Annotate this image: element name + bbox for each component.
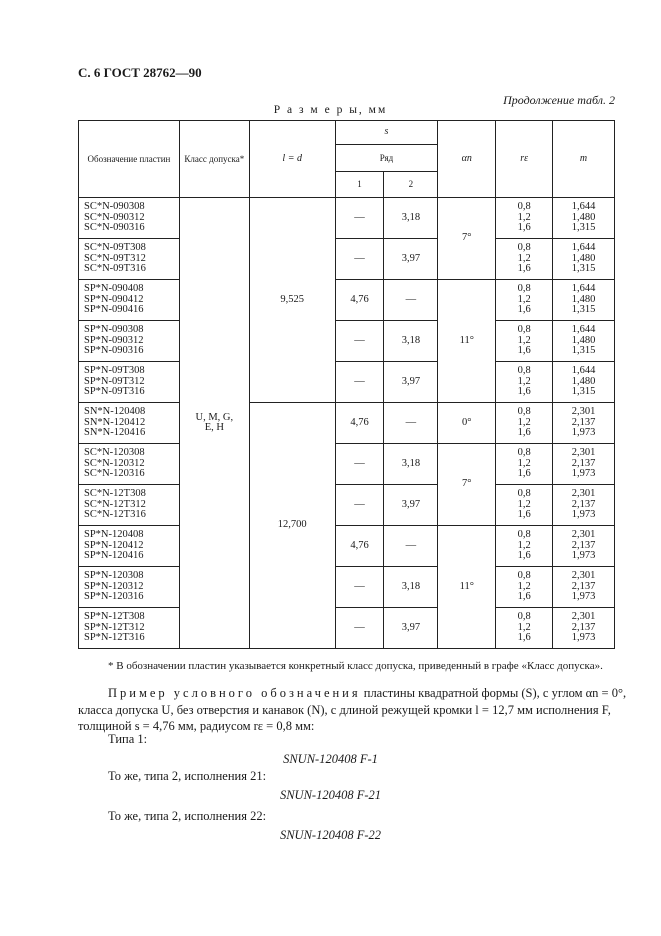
header-l: l = d xyxy=(249,121,335,198)
designation-cell xyxy=(79,567,180,608)
r-value: 1,6 xyxy=(517,591,531,603)
m-value: 1,644 xyxy=(571,324,596,336)
r-value: 1,2 xyxy=(517,334,531,346)
s-row2-cell: 3,97 xyxy=(384,608,438,649)
r-value: 0,8 xyxy=(517,201,531,213)
example-line-3: толщиной s = 4,76 мм, радиусом rε = 0,8 мм: xyxy=(78,719,315,733)
code-type1: SNUN-120408 F-1 xyxy=(283,752,378,766)
m-cell xyxy=(553,362,615,403)
m-value: 1,480 xyxy=(571,211,596,223)
m-value: 2,301 xyxy=(571,447,596,459)
designation-cell xyxy=(79,239,180,280)
s-row1-cell: — xyxy=(335,198,384,239)
table-row xyxy=(79,526,615,567)
m-cell xyxy=(553,608,615,649)
r-value: 1,6 xyxy=(517,222,531,234)
l-cell: 12,700 xyxy=(249,403,335,649)
designation: SC*N-09T312 xyxy=(84,252,146,264)
page-title: С. 6 ГОСТ 28762—90 xyxy=(78,65,202,80)
m-value: 1,973 xyxy=(571,591,596,603)
r-value: 0,8 xyxy=(517,324,531,336)
designation-cell xyxy=(79,280,180,321)
m-value: 1,315 xyxy=(571,386,596,398)
s-row2-cell: 3,97 xyxy=(384,485,438,526)
table-continuation-label: Продолжение табл. 2 xyxy=(503,93,615,107)
designation: SC*N-12T312 xyxy=(84,498,146,510)
table-row xyxy=(79,444,615,485)
r-cell xyxy=(496,280,553,321)
r-cell xyxy=(496,198,553,239)
s-row1-cell: — xyxy=(335,239,384,280)
designation-cell xyxy=(79,485,180,526)
s-row1-cell: — xyxy=(335,321,384,362)
designation: SP*N-090408 xyxy=(84,283,144,295)
m-value: 1,480 xyxy=(571,293,596,305)
type2-label: То же, типа 2, исполнения 21: xyxy=(108,769,267,783)
designation: SN*N-120408 xyxy=(84,406,146,418)
r-value: 0,8 xyxy=(517,488,531,500)
r-value: 0,8 xyxy=(517,570,531,582)
r-value: 1,6 xyxy=(517,632,531,644)
s-row1-cell: 4,76 xyxy=(335,280,384,321)
header-r: rε xyxy=(496,121,553,198)
designation: SC*N-090312 xyxy=(84,211,145,223)
header-row: Ряд xyxy=(335,145,438,172)
designation: SC*N-120312 xyxy=(84,457,145,469)
designation: SP*N-090308 xyxy=(84,324,144,336)
designation: SP*N-120308 xyxy=(84,570,144,582)
s-row2-cell: 3,18 xyxy=(384,321,438,362)
m-value: 2,301 xyxy=(571,488,596,500)
header-s: s xyxy=(335,121,438,145)
designation: SC*N-09T308 xyxy=(84,242,146,254)
s-row2-cell: — xyxy=(384,526,438,567)
m-value: 1,480 xyxy=(571,334,596,346)
m-value: 1,315 xyxy=(571,345,596,357)
header-alpha: αn xyxy=(438,121,496,198)
table-row xyxy=(79,198,615,239)
header-class: Класс допуска* xyxy=(179,121,249,198)
designation: SC*N-090308 xyxy=(84,201,145,213)
designation-cell xyxy=(79,362,180,403)
r-value: 1,2 xyxy=(517,211,531,223)
s-row1-cell: — xyxy=(335,608,384,649)
m-value: 1,973 xyxy=(571,509,596,521)
designation: SP*N-090312 xyxy=(84,334,144,346)
designation: SP*N-090416 xyxy=(84,304,144,316)
m-cell xyxy=(553,526,615,567)
r-cell xyxy=(496,608,553,649)
type3-label: То же, типа 2, исполнения 22: xyxy=(108,809,267,823)
r-value: 1,6 xyxy=(517,345,531,357)
code-type2: SNUN-120408 F-21 xyxy=(279,788,382,802)
designation: SP*N-09T316 xyxy=(84,386,145,398)
r-value: 1,2 xyxy=(517,252,531,264)
s-row1-cell: — xyxy=(335,485,384,526)
example-line-1 xyxy=(108,686,626,701)
m-cell xyxy=(553,567,615,608)
m-cell xyxy=(553,485,615,526)
m-value: 2,137 xyxy=(571,621,596,633)
table-row xyxy=(79,485,615,526)
s-row2-cell: 3,18 xyxy=(384,198,438,239)
designation-cell xyxy=(79,321,180,362)
footnote: * В обозначении пластин указывается конкретный класс допуска, приведенный в графе «Класс допуска». xyxy=(108,660,603,672)
m-value: 1,644 xyxy=(571,365,596,377)
designation: SC*N-120316 xyxy=(84,468,145,480)
r-value: 0,8 xyxy=(517,529,531,541)
designation: SP*N-090412 xyxy=(84,293,144,305)
m-value: 1,315 xyxy=(571,263,596,275)
designation-cell xyxy=(79,403,180,444)
designation: SP*N-12T312 xyxy=(84,621,145,633)
designation: SP*N-120412 xyxy=(84,539,144,551)
m-cell xyxy=(553,239,615,280)
m-value: 1,973 xyxy=(571,550,596,562)
m-value: 2,137 xyxy=(571,539,596,551)
designation: SC*N-12T316 xyxy=(84,509,146,521)
alpha-cell: 11° xyxy=(438,526,496,649)
class-value: U, M, G, E, H xyxy=(195,411,234,433)
r-cell xyxy=(496,403,553,444)
example-line-2: класса допуска U, без отверстия и канавок (N), с длиной режущей кромки l = 12,7 мм исполнения F, xyxy=(78,703,611,717)
designation: SP*N-120316 xyxy=(84,591,144,603)
l-cell: 9,525 xyxy=(249,198,335,403)
m-cell xyxy=(553,321,615,362)
s-row2-cell: 3,97 xyxy=(384,362,438,403)
m-value: 1,973 xyxy=(571,632,596,644)
designation: SP*N-12T316 xyxy=(84,632,145,644)
code-type3: SNUN-120408 F-22 xyxy=(279,828,382,842)
alpha-cell: 11° xyxy=(438,280,496,403)
s-row2-cell: 3,18 xyxy=(384,444,438,485)
header-row-1: 1 xyxy=(335,172,384,198)
m-cell xyxy=(553,403,615,444)
r-value: 1,6 xyxy=(517,550,531,562)
table-row xyxy=(79,239,615,280)
designation-cell xyxy=(79,526,180,567)
designation: SP*N-09T312 xyxy=(84,375,145,387)
alpha-cell: 7° xyxy=(438,444,496,526)
r-value: 1,2 xyxy=(517,539,531,551)
m-value: 1,480 xyxy=(571,375,596,387)
designation-cell xyxy=(79,198,180,239)
alpha-cell: 0° xyxy=(438,403,496,444)
r-value: 1,2 xyxy=(517,457,531,469)
s-row2-cell: — xyxy=(384,403,438,444)
m-value: 2,301 xyxy=(571,611,596,623)
m-value: 1,644 xyxy=(571,201,596,213)
type1-label: Типа 1: xyxy=(108,732,148,746)
m-value: 1,644 xyxy=(571,283,596,295)
m-value: 2,137 xyxy=(571,580,596,592)
s-row1-cell: — xyxy=(335,567,384,608)
r-value: 1,2 xyxy=(517,416,531,428)
r-value: 1,6 xyxy=(517,304,531,316)
r-value: 0,8 xyxy=(517,406,531,418)
m-value: 1,315 xyxy=(571,222,596,234)
s-row2-cell: 3,97 xyxy=(384,239,438,280)
m-value: 2,137 xyxy=(571,498,596,510)
m-value: 2,137 xyxy=(571,416,596,428)
table-row xyxy=(79,567,615,608)
m-value: 2,301 xyxy=(571,406,596,418)
r-cell xyxy=(496,526,553,567)
m-value: 1,480 xyxy=(571,252,596,264)
header-m: m xyxy=(553,121,615,198)
designation: SP*N-090316 xyxy=(84,345,144,357)
s-row2-cell: 3,18 xyxy=(384,567,438,608)
r-value: 1,6 xyxy=(517,263,531,275)
alpha-cell: 7° xyxy=(438,198,496,280)
r-cell xyxy=(496,321,553,362)
header-row-2: 2 xyxy=(384,172,438,198)
r-cell xyxy=(496,485,553,526)
r-cell xyxy=(496,362,553,403)
table-row xyxy=(79,321,615,362)
r-value: 0,8 xyxy=(517,283,531,295)
s-row1-cell: — xyxy=(335,444,384,485)
r-value: 0,8 xyxy=(517,365,531,377)
dimensions-caption: Р а з м е р ы, мм xyxy=(273,104,388,116)
r-value: 1,2 xyxy=(517,375,531,387)
r-value: 1,2 xyxy=(517,621,531,633)
header-designation: Обозначение пластин xyxy=(79,121,180,198)
designation: SC*N-090316 xyxy=(84,222,145,234)
m-value: 2,301 xyxy=(571,570,596,582)
r-value: 0,8 xyxy=(517,611,531,623)
class-cell xyxy=(179,198,249,649)
designation: SP*N-120416 xyxy=(84,550,144,562)
s-row1-cell: 4,76 xyxy=(335,403,384,444)
m-value: 1,973 xyxy=(571,427,596,439)
r-value: 1,2 xyxy=(517,293,531,305)
r-value: 1,6 xyxy=(517,509,531,521)
table-row xyxy=(79,362,615,403)
designation: SC*N-12T308 xyxy=(84,488,146,500)
m-cell xyxy=(553,198,615,239)
r-value: 1,2 xyxy=(517,498,531,510)
r-value: 0,8 xyxy=(517,447,531,459)
r-value: 1,6 xyxy=(517,386,531,398)
r-cell xyxy=(496,444,553,485)
dimensions-table xyxy=(78,120,615,649)
m-value: 2,301 xyxy=(571,529,596,541)
designation: SP*N-120408 xyxy=(84,529,144,541)
table-row xyxy=(79,608,615,649)
s-row1-cell: — xyxy=(335,362,384,403)
designation-cell xyxy=(79,608,180,649)
designation: SN*N-120412 xyxy=(84,416,146,428)
designation: SP*N-12T308 xyxy=(84,611,145,623)
m-cell xyxy=(553,444,615,485)
designation: SC*N-120308 xyxy=(84,447,145,459)
m-value: 1,973 xyxy=(571,468,596,480)
m-value: 1,315 xyxy=(571,304,596,316)
designation-cell xyxy=(79,444,180,485)
m-cell xyxy=(553,280,615,321)
s-row2-cell: — xyxy=(384,280,438,321)
example-lead: Пример условного обозначения xyxy=(108,686,361,700)
designation: SP*N-120312 xyxy=(84,580,144,592)
designation: SN*N-120416 xyxy=(84,427,146,439)
designation: SC*N-09T316 xyxy=(84,263,146,275)
s-row1-cell: 4,76 xyxy=(335,526,384,567)
table-row xyxy=(79,403,615,444)
r-value: 0,8 xyxy=(517,242,531,254)
designation: SP*N-09T308 xyxy=(84,365,145,377)
m-value: 2,137 xyxy=(571,457,596,469)
r-value: 1,2 xyxy=(517,580,531,592)
r-cell xyxy=(496,239,553,280)
m-value: 1,644 xyxy=(571,242,596,254)
r-value: 1,6 xyxy=(517,427,531,439)
table-body xyxy=(79,198,615,649)
r-cell xyxy=(496,567,553,608)
table-row xyxy=(79,280,615,321)
example-line-1-text: пластины квадратной формы (S), с углом αn = 0°, xyxy=(363,686,627,700)
r-value: 1,6 xyxy=(517,468,531,480)
